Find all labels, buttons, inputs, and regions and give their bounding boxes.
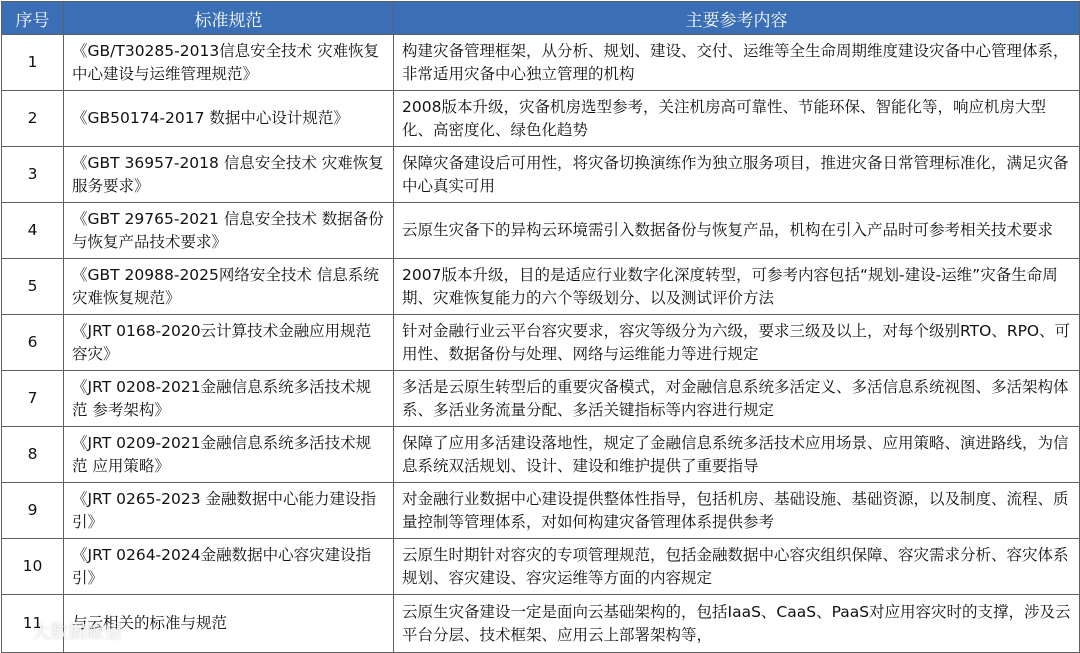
standards-table [1,1,1080,653]
row-number: 1 [2,35,64,91]
reference-content: 云原生灾备建设一定是面向云基础架构的，包括IaaS、CaaS、PaaS对应用容灾时的支撑，涉及云平台分层、技术框架、应用云上部署架构等， [394,595,1080,653]
row-number: 6 [2,315,64,371]
standard-name: 与云相关的标准与规范 [64,595,394,653]
standard-name: 《JRT 0209-2021金融信息系统多活技术规范 应用策略》 [64,427,394,483]
reference-content: 针对金融行业云平台容灾要求，容灾等级分为六级，要求三级及以上，对每个级别RTO、RPO、可用性、数据备份与处理、网络与运维能力等进行规定 [394,315,1080,371]
row-number: 8 [2,427,64,483]
table-row [2,35,1080,91]
header-standard: 标准规范 [64,2,394,35]
row-number: 4 [2,203,64,259]
standard-name: 《JRT 0168-2020云计算技术金融应用规范 容灾》 [64,315,394,371]
standard-name: 《GBT 36957-2018 信息安全技术 灾难恢复服务要求》 [64,147,394,203]
table-row [2,595,1080,653]
row-number: 5 [2,259,64,315]
reference-content: 云原生时期针对容灾的专项管理规范，包括金融数据中心容灾组织保障、容灾需求分析、容灾体系规划、容灾建设、容灾运维等方面的内容规定 [394,539,1080,595]
reference-content: 2007版本升级，目的是适应行业数字化深度转型，可参考内容包括“规划-建设-运维”灾备生命周期、灾难恢复能力的六个等级划分、以及测试评价方法 [394,259,1080,315]
standard-name: 《GBT 29765-2021 信息安全技术 数据备份与恢复产品技术要求》 [64,203,394,259]
header-content: 主要参考内容 [394,2,1080,35]
table-row [2,91,1080,147]
watermark-text: 大数据瞭望 [32,622,122,643]
table-row [2,315,1080,371]
table-header-row [2,2,1080,35]
standard-name: 《JRT 0264-2024金融数据中心容灾建设指引》 [64,539,394,595]
table-row [2,539,1080,595]
row-number: 11 [2,595,64,653]
row-number: 2 [2,91,64,147]
standard-name: 《GB50174-2017 数据中心设计规范》 [64,91,394,147]
table-row [2,259,1080,315]
reference-content: 多活是云原生转型后的重要灾备模式，对金融信息系统多活定义、多活信息系统视图、多活架构体系、多活业务流量分配、多活关键指标等内容进行规定 [394,371,1080,427]
row-number: 9 [2,483,64,539]
reference-content: 2008版本升级，灾备机房选型参考，关注机房高可靠性、节能环保、智能化等，响应机房大型化、高密度化、绿色化趋势 [394,91,1080,147]
standard-name: 《GBT 20988-2025网络安全技术 信息系统灾难恢复规范》 [64,259,394,315]
table-row [2,483,1080,539]
row-number: 3 [2,147,64,203]
reference-content: 对金融行业数据中心建设提供整体性指导，包括机房、基础设施、基础资源，以及制度、流程、质量控制等管理体系，对如何构建灾备管理体系提供参考 [394,483,1080,539]
reference-content: 保障灾备建设后可用性，将灾备切换演练作为独立服务项目，推进灾备日常管理标准化，满足灾备中心真实可用 [394,147,1080,203]
row-number: 10 [2,539,64,595]
row-number: 7 [2,371,64,427]
reference-content: 构建灾备管理框架，从分析、规划、建设、交付、运维等全生命周期维度建设灾备中心管理体系，非常适用灾备中心独立管理的机构 [394,35,1080,91]
standard-name: 《JRT 0265-2023 金融数据中心能力建设指引》 [64,483,394,539]
table-row [2,203,1080,259]
table-row [2,427,1080,483]
reference-content: 云原生灾备下的异构云环境需引入数据备份与恢复产品，机构在引入产品时可参考相关技术要求 [394,203,1080,259]
table-row [2,147,1080,203]
table-row [2,371,1080,427]
reference-content: 保障了应用多活建设落地性，规定了金融信息系统多活技术应用场景、应用策略、演进路线，为信息系统双活规划、设计、建设和维护提供了重要指导 [394,427,1080,483]
header-no: 序号 [2,2,64,35]
standard-name: 《JRT 0208-2021金融信息系统多活技术规范 参考架构》 [64,371,394,427]
standard-name: 《GB/T30285-2013信息安全技术 灾难恢复中心建设与运维管理规范》 [64,35,394,91]
